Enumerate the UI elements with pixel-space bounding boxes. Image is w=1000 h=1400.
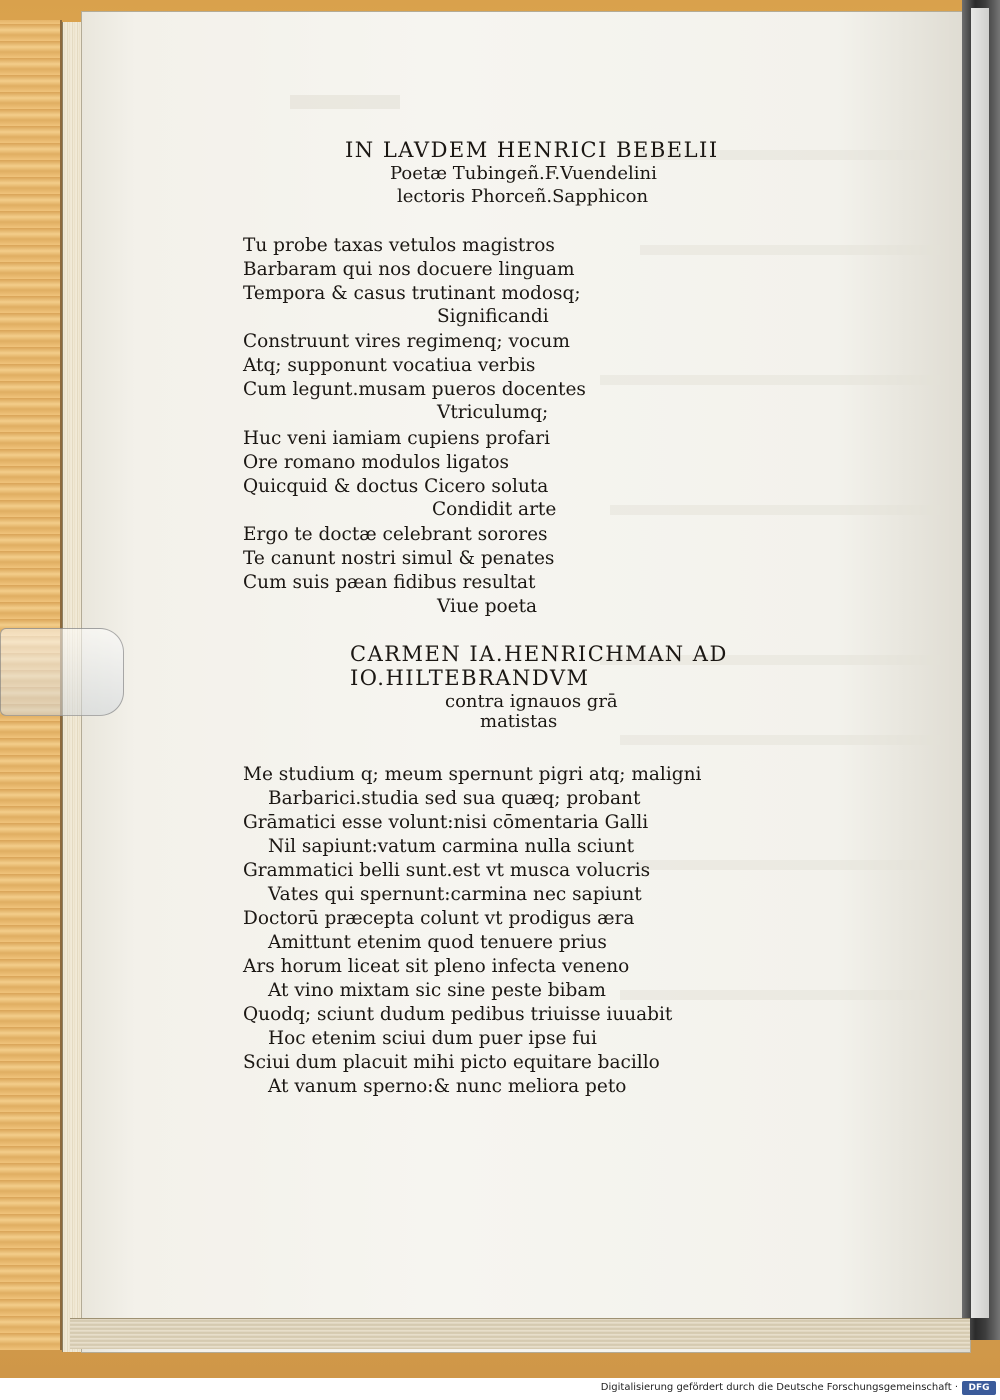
poem1-verse: Barbaram qui nos docuere linguam — [243, 259, 575, 280]
poem2-verse: Ars horum liceat sit pleno infecta veneno — [243, 956, 630, 977]
poem1-verse: Ore romano modulos ligatos — [243, 452, 509, 473]
poem2-verse: Grammatici belli sunt.est vt musca volucris — [243, 860, 651, 881]
poem2-verse: Doctorū præcepta colunt vt prodigus æra — [243, 908, 635, 929]
poem1-verse: Quicquid & doctus Cicero soluta — [243, 476, 549, 497]
poem1-verse: Construunt vires regimenq; vocum — [243, 331, 570, 352]
poem1-title-line-3: lectoris Phorceñ.Sapphicon — [397, 186, 649, 207]
poem2-verse: Me studium q; meum spernunt pigri atq; maligni — [243, 764, 702, 785]
poem1-verse: Condidit arte — [432, 499, 557, 520]
poem2-verse: Barbarici.studia sed sua quæq; probant — [268, 788, 641, 809]
poem2-verse: Quodq; sciunt dudum pedibus triuisse iuuabit — [243, 1004, 673, 1025]
poem2-verse: Vates qui spernunt:carmina nec sapiunt — [268, 884, 642, 905]
poem2-verse: Sciui dum placuit mihi picto equitare bacillo — [243, 1052, 660, 1073]
poem1-verse: Cum legunt.musam pueros docentes — [243, 379, 586, 400]
footer-bar — [0, 1378, 1000, 1400]
poem2-verse: Nil sapiunt:vatum carmina nulla sciunt — [268, 836, 635, 857]
poem1-verse: Te canunt nostri simul & penates — [243, 548, 555, 569]
funding-credit: Digitalisierung gefördert durch die Deutsche Forschungsgemeinschaft · — [600, 1382, 958, 1393]
poem1-title-line-2: Poetæ Tubingeñ.F.Vuendelini — [390, 163, 657, 184]
facing-page-edge — [970, 8, 989, 1318]
poem2-verse: Grāmatici esse volunt:nisi cōmentaria Galli — [243, 812, 649, 833]
poem1-title-line-1: IN LAVDEM HENRICI BEBELII — [345, 138, 719, 162]
poem1-verse: Ergo te doctæ celebrant sorores — [243, 524, 548, 545]
poem2-verse: Hoc etenim sciui dum puer ipse fui — [268, 1028, 597, 1049]
poem1-verse: Tempora & casus trutinant modosq; — [243, 283, 581, 304]
poem1-verse: Tu probe taxas vetulos magistros — [243, 235, 555, 256]
poem1-verse: Vtriculumq; — [437, 402, 549, 423]
poem2-title-line-1: CARMEN IA.HENRICHMAN AD — [350, 642, 728, 666]
poem1-verse: Atq; supponunt vocatiua verbis — [243, 355, 536, 376]
bottom-page-edges — [70, 1318, 970, 1349]
poem2-verse: At vino mixtam sic sine peste bibam — [268, 980, 606, 1001]
poem1-verse: Huc veni iamiam cupiens profari — [243, 428, 550, 449]
poem2-title-line-4: matistas — [480, 711, 558, 732]
dfg-logo-icon: DFG — [962, 1381, 996, 1395]
poem2-title-line-3: contra ignauos grā — [445, 691, 618, 712]
poem1-verse: Cum suis pæan fidibus resultat — [243, 572, 536, 593]
poem2-title-line-2: IO.HILTEBRANDVM — [350, 666, 590, 690]
page-clip — [0, 628, 124, 716]
poem2-verse: Amittunt etenim quod tenuere prius — [268, 932, 607, 953]
poem1-verse: Viue poeta — [437, 596, 538, 617]
poem1-verse: Significandi — [437, 306, 549, 327]
poem2-verse: At vanum sperno:& nunc meliora peto — [268, 1076, 627, 1097]
